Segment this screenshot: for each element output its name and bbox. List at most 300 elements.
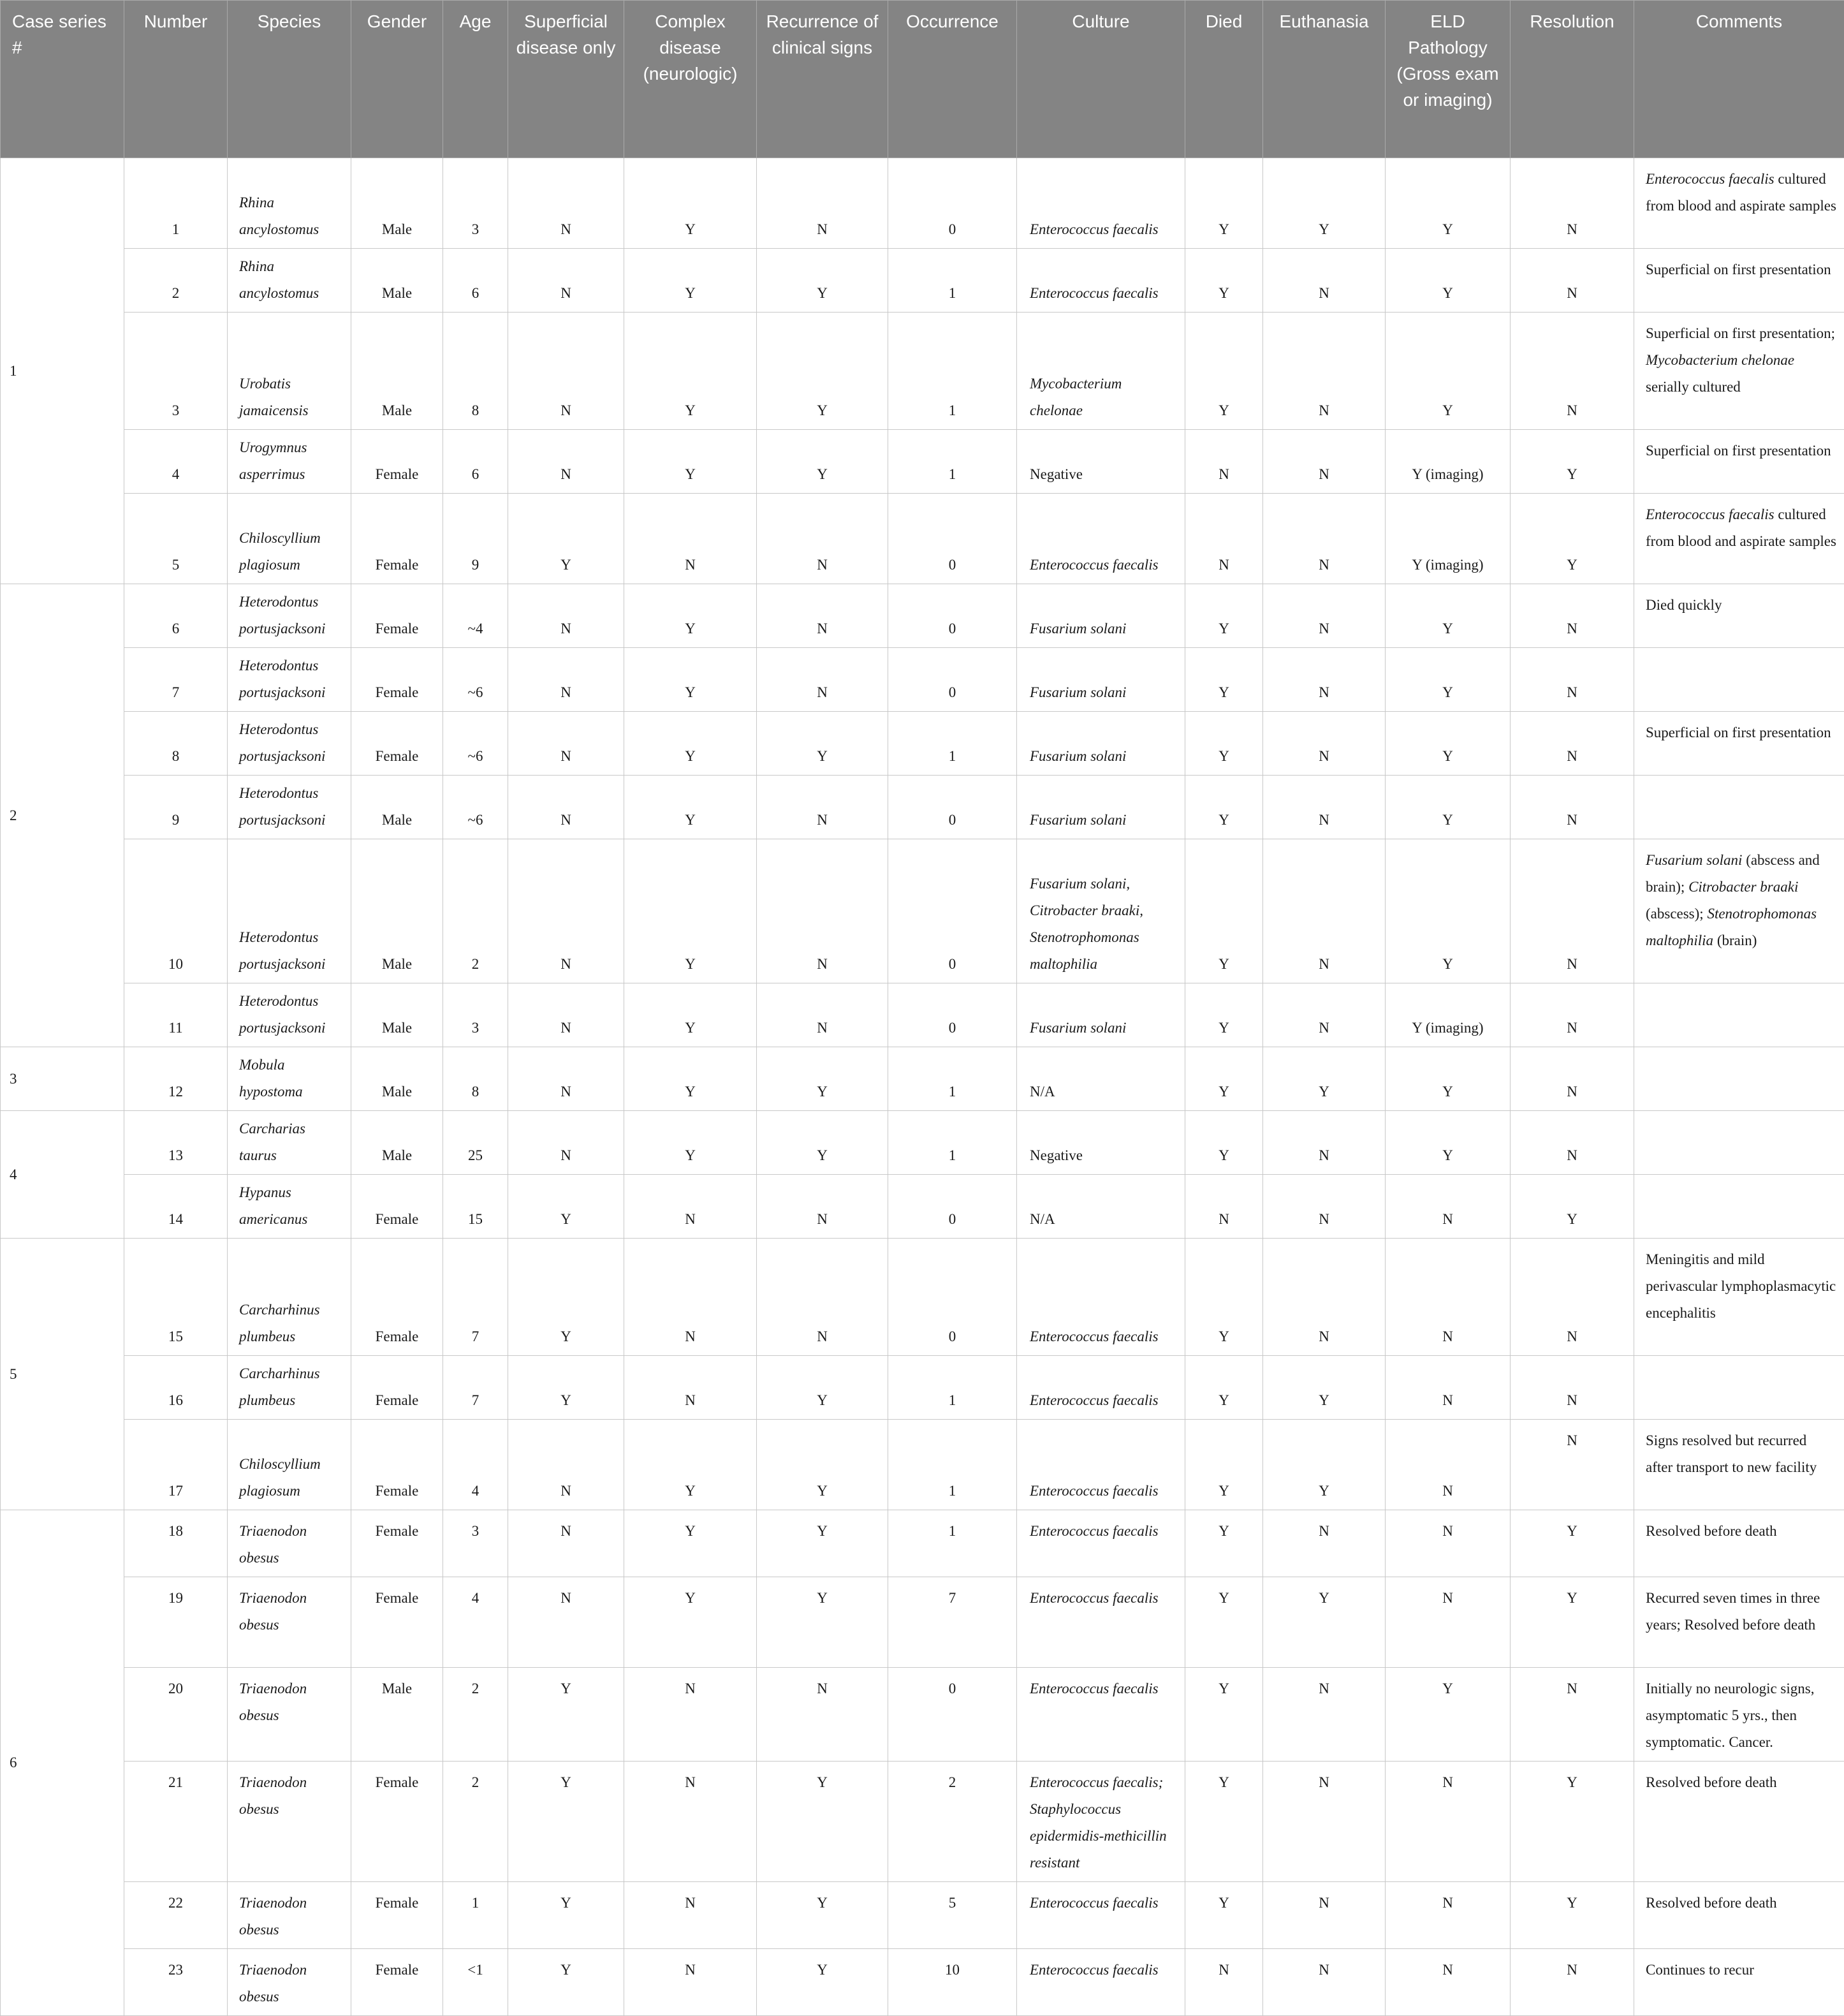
culture-cell: Enterococcus faecalis — [1017, 1239, 1185, 1356]
header-row — [1, 1, 1844, 158]
recurrence-cell: Y — [757, 1762, 888, 1882]
superficial-cell: N — [508, 313, 624, 430]
comments-cell — [1634, 1577, 1844, 1668]
gender-cell: Female — [351, 1762, 443, 1882]
gender-cell: Male — [351, 1668, 443, 1762]
superficial-cell: N — [508, 648, 624, 712]
table-row — [1, 776, 1844, 839]
age-cell: ~6 — [443, 776, 508, 839]
age-cell: ~4 — [443, 584, 508, 648]
eld-pathology-cell: Y — [1386, 584, 1511, 648]
age-cell: <1 — [443, 1949, 508, 2016]
gender-cell: Male — [351, 313, 443, 430]
resolution-cell: N — [1511, 1111, 1634, 1175]
eld-pathology-cell: Y — [1386, 249, 1511, 313]
comments-cell — [1634, 1175, 1844, 1239]
occurrence-cell: 5 — [888, 1882, 1017, 1949]
superficial-cell: N — [508, 983, 624, 1047]
superficial-cell: N — [508, 584, 624, 648]
number-cell: 12 — [124, 1047, 228, 1111]
eld-pathology-cell: N — [1386, 1577, 1511, 1668]
complex-cell: Y — [624, 1577, 757, 1668]
gender-cell: Male — [351, 839, 443, 983]
comments-cell — [1634, 494, 1844, 584]
eld-pathology-cell: N — [1386, 1510, 1511, 1577]
gender-cell: Female — [351, 1239, 443, 1356]
euthanasia-cell: N — [1263, 1882, 1386, 1949]
died-cell: Y — [1185, 648, 1263, 712]
gender-cell: Male — [351, 983, 443, 1047]
gender-cell: Male — [351, 1111, 443, 1175]
died-cell: Y — [1185, 584, 1263, 648]
euthanasia-cell: N — [1263, 648, 1386, 712]
occurrence-cell: 0 — [888, 158, 1017, 249]
recurrence-cell: Y — [757, 1420, 888, 1510]
eld-pathology-cell: Y — [1386, 648, 1511, 712]
comments-cell — [1634, 313, 1844, 430]
died-cell: Y — [1185, 1356, 1263, 1420]
age-cell: 4 — [443, 1577, 508, 1668]
died-cell: Y — [1185, 1111, 1263, 1175]
culture-cell: Enterococcus faecalis — [1017, 1577, 1185, 1668]
table-row — [1, 584, 1844, 648]
died-cell: Y — [1185, 313, 1263, 430]
complex-cell: Y — [624, 983, 757, 1047]
gender-cell: Female — [351, 648, 443, 712]
culture-cell: Enterococcus faecalis — [1017, 158, 1185, 249]
age-cell: ~6 — [443, 712, 508, 776]
eld-pathology-cell: Y — [1386, 158, 1511, 249]
recurrence-cell: N — [757, 1668, 888, 1762]
header-euthanasia: Euthanasia — [1263, 1, 1386, 158]
comments-cell — [1634, 839, 1844, 983]
culture-cell: Enterococcus faecalis — [1017, 1420, 1185, 1510]
comment-text: Enterococcus faecalis — [1646, 506, 1774, 522]
gender-cell: Male — [351, 249, 443, 313]
culture-cell: Negative — [1017, 430, 1185, 494]
table-row — [1, 1577, 1844, 1668]
eld-pathology-cell: N — [1386, 1239, 1511, 1356]
euthanasia-cell: Y — [1263, 1047, 1386, 1111]
euthanasia-cell: N — [1263, 983, 1386, 1047]
comment-text: Meningitis and mild perivascular lymphoplasmacytic encephalitis — [1646, 1251, 1836, 1321]
resolution-cell: N — [1511, 776, 1634, 839]
euthanasia-cell: Y — [1263, 158, 1386, 249]
table-row — [1, 1510, 1844, 1577]
table-body — [1, 158, 1844, 2016]
comment-text: (abscess and brain); — [1646, 852, 1820, 895]
comment-text: Superficial on first presentation — [1646, 725, 1831, 740]
eld-pathology-cell: Y — [1386, 839, 1511, 983]
age-cell: 4 — [443, 1420, 508, 1510]
gender-cell: Male — [351, 776, 443, 839]
age-cell: 7 — [443, 1239, 508, 1356]
culture-cell: Fusarium solani — [1017, 712, 1185, 776]
culture-cell: N/A — [1017, 1175, 1185, 1239]
resolution-cell: N — [1511, 313, 1634, 430]
case-series-cell: 2 — [1, 584, 124, 1047]
recurrence-cell: Y — [757, 712, 888, 776]
euthanasia-cell: N — [1263, 1668, 1386, 1762]
header-comments: Comments — [1634, 1, 1844, 158]
comment-text: Stenotrophomonas maltophilia — [1646, 906, 1817, 948]
occurrence-cell: 0 — [888, 584, 1017, 648]
age-cell: 2 — [443, 1668, 508, 1762]
euthanasia-cell: N — [1263, 1175, 1386, 1239]
number-cell: 3 — [124, 313, 228, 430]
recurrence-cell: N — [757, 494, 888, 584]
header-culture: Culture — [1017, 1, 1185, 158]
resolution-cell: N — [1511, 983, 1634, 1047]
recurrence-cell: Y — [757, 1510, 888, 1577]
number-cell: 17 — [124, 1420, 228, 1510]
table-row — [1, 648, 1844, 712]
species-cell: Heterodontus portusjacksoni — [228, 983, 351, 1047]
header-age: Age — [443, 1, 508, 158]
age-cell: 1 — [443, 1882, 508, 1949]
gender-cell: Female — [351, 430, 443, 494]
comment-text: Continues to recur — [1646, 1962, 1754, 1978]
resolution-cell: N — [1511, 158, 1634, 249]
superficial-cell: N — [508, 1111, 624, 1175]
comment-text: Fusarium solani — [1646, 852, 1742, 868]
comments-cell — [1634, 430, 1844, 494]
species-cell: Triaenodon obesus — [228, 1882, 351, 1949]
occurrence-cell: 0 — [888, 839, 1017, 983]
resolution-cell: Y — [1511, 1577, 1634, 1668]
number-cell: 18 — [124, 1510, 228, 1577]
table-row — [1, 1175, 1844, 1239]
euthanasia-cell: N — [1263, 839, 1386, 983]
recurrence-cell: Y — [757, 1949, 888, 2016]
comments-cell — [1634, 776, 1844, 839]
superficial-cell: N — [508, 249, 624, 313]
recurrence-cell: N — [757, 648, 888, 712]
eld-pathology-cell: Y — [1386, 1047, 1511, 1111]
species-cell: Carcharhinus plumbeus — [228, 1239, 351, 1356]
complex-cell: Y — [624, 1510, 757, 1577]
species-cell: Heterodontus portusjacksoni — [228, 712, 351, 776]
culture-cell: Enterococcus faecalis — [1017, 1356, 1185, 1420]
number-cell: 5 — [124, 494, 228, 584]
number-cell: 2 — [124, 249, 228, 313]
resolution-cell: N — [1511, 1239, 1634, 1356]
species-cell: Urogymnus asperrimus — [228, 430, 351, 494]
comments-cell — [1634, 1420, 1844, 1510]
age-cell: 8 — [443, 1047, 508, 1111]
species-cell: Heterodontus portusjacksoni — [228, 776, 351, 839]
resolution-cell: N — [1511, 839, 1634, 983]
table-row — [1, 313, 1844, 430]
header-complex: Complex disease (neurologic) — [624, 1, 757, 158]
comments-cell — [1634, 1882, 1844, 1949]
number-cell: 1 — [124, 158, 228, 249]
died-cell: Y — [1185, 1420, 1263, 1510]
resolution-cell: N — [1511, 1047, 1634, 1111]
superficial-cell: N — [508, 1577, 624, 1668]
occurrence-cell: 10 — [888, 1949, 1017, 2016]
number-cell: 4 — [124, 430, 228, 494]
recurrence-cell: N — [757, 584, 888, 648]
table-row — [1, 494, 1844, 584]
comment-text: cultured from blood and aspirate samples — [1646, 171, 1836, 214]
number-cell: 15 — [124, 1239, 228, 1356]
superficial-cell: Y — [508, 1949, 624, 2016]
eld-pathology-cell: Y — [1386, 776, 1511, 839]
comment-text: cultured from blood and aspirate samples — [1646, 506, 1836, 549]
species-cell: Triaenodon obesus — [228, 1949, 351, 2016]
table-row — [1, 158, 1844, 249]
resolution-cell: Y — [1511, 494, 1634, 584]
number-cell: 6 — [124, 584, 228, 648]
died-cell: Y — [1185, 1239, 1263, 1356]
species-cell: Triaenodon obesus — [228, 1762, 351, 1882]
euthanasia-cell: N — [1263, 776, 1386, 839]
euthanasia-cell: N — [1263, 1949, 1386, 2016]
euthanasia-cell: Y — [1263, 1577, 1386, 1668]
recurrence-cell: Y — [757, 1356, 888, 1420]
comments-cell — [1634, 648, 1844, 712]
occurrence-cell: 2 — [888, 1762, 1017, 1882]
eld-pathology-cell: Y — [1386, 313, 1511, 430]
species-cell: Chiloscyllium plagiosum — [228, 1420, 351, 1510]
comments-cell — [1634, 1668, 1844, 1762]
species-cell: Urobatis jamaicensis — [228, 313, 351, 430]
age-cell: 3 — [443, 1510, 508, 1577]
age-cell: 8 — [443, 313, 508, 430]
resolution-cell: Y — [1511, 1175, 1634, 1239]
resolution-cell: Y — [1511, 1762, 1634, 1882]
superficial-cell: N — [508, 1047, 624, 1111]
table-row — [1, 1762, 1844, 1882]
species-cell: Chiloscyllium plagiosum — [228, 494, 351, 584]
died-cell: Y — [1185, 839, 1263, 983]
case-series-cell: 5 — [1, 1239, 124, 1510]
euthanasia-cell: N — [1263, 1239, 1386, 1356]
superficial-cell: N — [508, 1510, 624, 1577]
recurrence-cell: Y — [757, 430, 888, 494]
occurrence-cell: 1 — [888, 1047, 1017, 1111]
species-cell: Triaenodon obesus — [228, 1668, 351, 1762]
resolution-cell: Y — [1511, 1882, 1634, 1949]
comment-text: Resolved before death — [1646, 1774, 1777, 1790]
comment-text: (abscess); — [1646, 906, 1707, 922]
recurrence-cell: Y — [757, 1882, 888, 1949]
number-cell: 21 — [124, 1762, 228, 1882]
case-series-cell: 1 — [1, 158, 124, 584]
died-cell: N — [1185, 494, 1263, 584]
table-row — [1, 1111, 1844, 1175]
euthanasia-cell: N — [1263, 313, 1386, 430]
number-cell: 22 — [124, 1882, 228, 1949]
comment-text: Initially no neurologic signs, asymptomatic 5 yrs., then symptomatic. Cancer. — [1646, 1681, 1814, 1750]
culture-cell: Fusarium solani — [1017, 584, 1185, 648]
culture-cell: Negative — [1017, 1111, 1185, 1175]
comment-text: Superficial on first presentation — [1646, 261, 1831, 277]
culture-cell: Enterococcus faecalis; Staphylococcus epidermidis-methicillin resistant — [1017, 1762, 1185, 1882]
complex-cell: Y — [624, 839, 757, 983]
table-row — [1, 983, 1844, 1047]
header-eld-pathology: ELD Pathology (Gross exam or imaging) — [1386, 1, 1511, 158]
table-row — [1, 1047, 1844, 1111]
occurrence-cell: 0 — [888, 1668, 1017, 1762]
occurrence-cell: 1 — [888, 1420, 1017, 1510]
comment-text: Superficial on first presentation; — [1646, 325, 1835, 341]
table-row — [1, 1949, 1844, 2016]
comment-text: Resolved before death — [1646, 1895, 1777, 1911]
superficial-cell: Y — [508, 1762, 624, 1882]
recurrence-cell: Y — [757, 249, 888, 313]
age-cell: 9 — [443, 494, 508, 584]
euthanasia-cell: N — [1263, 430, 1386, 494]
comment-text: Superficial on first presentation — [1646, 443, 1831, 459]
age-cell: 7 — [443, 1356, 508, 1420]
died-cell: Y — [1185, 1882, 1263, 1949]
occurrence-cell: 0 — [888, 776, 1017, 839]
occurrence-cell: 0 — [888, 983, 1017, 1047]
occurrence-cell: 1 — [888, 430, 1017, 494]
recurrence-cell: Y — [757, 1577, 888, 1668]
culture-cell: Mycobacterium chelonae — [1017, 313, 1185, 430]
complex-cell: Y — [624, 776, 757, 839]
superficial-cell: Y — [508, 1668, 624, 1762]
species-cell: Rhina ancylostomus — [228, 249, 351, 313]
eld-pathology-cell: Y (imaging) — [1386, 494, 1511, 584]
gender-cell: Female — [351, 494, 443, 584]
complex-cell: N — [624, 1175, 757, 1239]
culture-cell: Fusarium solani — [1017, 648, 1185, 712]
complex-cell: Y — [624, 1111, 757, 1175]
gender-cell: Female — [351, 1175, 443, 1239]
recurrence-cell: N — [757, 158, 888, 249]
superficial-cell: N — [508, 1420, 624, 1510]
number-cell: 19 — [124, 1577, 228, 1668]
comment-text: Mycobacterium chelonae — [1646, 352, 1794, 368]
age-cell: 25 — [443, 1111, 508, 1175]
euthanasia-cell: Y — [1263, 1356, 1386, 1420]
culture-cell: Enterococcus faecalis — [1017, 1668, 1185, 1762]
culture-cell: Enterococcus faecalis — [1017, 1949, 1185, 2016]
eld-pathology-cell: Y — [1386, 1111, 1511, 1175]
superficial-cell: N — [508, 430, 624, 494]
resolution-cell: N — [1511, 1668, 1634, 1762]
died-cell: Y — [1185, 249, 1263, 313]
gender-cell: Female — [351, 1949, 443, 2016]
died-cell: N — [1185, 1949, 1263, 2016]
comments-cell — [1634, 584, 1844, 648]
died-cell: N — [1185, 430, 1263, 494]
culture-cell: N/A — [1017, 1047, 1185, 1111]
eld-pathology-cell: Y (imaging) — [1386, 983, 1511, 1047]
table-row — [1, 1356, 1844, 1420]
species-cell: Heterodontus portusjacksoni — [228, 839, 351, 983]
euthanasia-cell: N — [1263, 1510, 1386, 1577]
culture-cell: Fusarium solani — [1017, 983, 1185, 1047]
table-row — [1, 712, 1844, 776]
culture-cell: Enterococcus faecalis — [1017, 494, 1185, 584]
complex-cell: N — [624, 1762, 757, 1882]
number-cell: 16 — [124, 1356, 228, 1420]
eld-pathology-cell: N — [1386, 1420, 1511, 1510]
species-cell: Heterodontus portusjacksoni — [228, 584, 351, 648]
table-row — [1, 430, 1844, 494]
resolution-cell: N — [1511, 712, 1634, 776]
superficial-cell: N — [508, 712, 624, 776]
complex-cell: Y — [624, 648, 757, 712]
complex-cell: Y — [624, 430, 757, 494]
comments-cell — [1634, 249, 1844, 313]
died-cell: Y — [1185, 712, 1263, 776]
table-row — [1, 1668, 1844, 1762]
number-cell: 13 — [124, 1111, 228, 1175]
comments-cell — [1634, 1047, 1844, 1111]
complex-cell: Y — [624, 158, 757, 249]
age-cell: 15 — [443, 1175, 508, 1239]
comments-cell — [1634, 712, 1844, 776]
table-row — [1, 1420, 1844, 1510]
header-number: Number — [124, 1, 228, 158]
eld-pathology-cell: N — [1386, 1356, 1511, 1420]
header-recurrence: Recurrence of clinical signs — [757, 1, 888, 158]
culture-cell: Fusarium solani, Citrobacter braaki, Stenotrophomonas maltophilia — [1017, 839, 1185, 983]
occurrence-cell: 1 — [888, 313, 1017, 430]
header-gender: Gender — [351, 1, 443, 158]
complex-cell: Y — [624, 584, 757, 648]
superficial-cell: Y — [508, 1882, 624, 1949]
culture-cell: Enterococcus faecalis — [1017, 1510, 1185, 1577]
number-cell: 14 — [124, 1175, 228, 1239]
complex-cell: N — [624, 1668, 757, 1762]
number-cell: 7 — [124, 648, 228, 712]
comments-cell — [1634, 1762, 1844, 1882]
comment-text: Enterococcus faecalis — [1646, 171, 1774, 187]
comment-text: Signs resolved but recurred after transport to new facility — [1646, 1432, 1817, 1475]
species-cell: Triaenodon obesus — [228, 1510, 351, 1577]
comment-text: (brain) — [1713, 932, 1757, 948]
euthanasia-cell: N — [1263, 1111, 1386, 1175]
gender-cell: Female — [351, 1577, 443, 1668]
eld-pathology-cell: N — [1386, 1175, 1511, 1239]
eld-pathology-cell: Y — [1386, 1668, 1511, 1762]
superficial-cell: Y — [508, 1175, 624, 1239]
gender-cell: Female — [351, 712, 443, 776]
died-cell: Y — [1185, 1510, 1263, 1577]
occurrence-cell: 1 — [888, 249, 1017, 313]
recurrence-cell: N — [757, 839, 888, 983]
gender-cell: Female — [351, 1882, 443, 1949]
gender-cell: Female — [351, 1420, 443, 1510]
species-cell: Hypanus americanus — [228, 1175, 351, 1239]
gender-cell: Female — [351, 1356, 443, 1420]
eld-pathology-cell: Y — [1386, 712, 1511, 776]
comments-cell — [1634, 1239, 1844, 1356]
resolution-cell: N — [1511, 648, 1634, 712]
comments-cell — [1634, 1510, 1844, 1577]
age-cell: 3 — [443, 983, 508, 1047]
died-cell: Y — [1185, 776, 1263, 839]
gender-cell: Male — [351, 158, 443, 249]
superficial-cell: Y — [508, 1356, 624, 1420]
euthanasia-cell: N — [1263, 712, 1386, 776]
euthanasia-cell: N — [1263, 1762, 1386, 1882]
complex-cell: Y — [624, 313, 757, 430]
culture-cell: Enterococcus faecalis — [1017, 249, 1185, 313]
occurrence-cell: 0 — [888, 1175, 1017, 1239]
header-resolution: Resolution — [1511, 1, 1634, 158]
comment-text: serially cultured — [1646, 379, 1741, 395]
recurrence-cell: N — [757, 776, 888, 839]
age-cell: 2 — [443, 839, 508, 983]
